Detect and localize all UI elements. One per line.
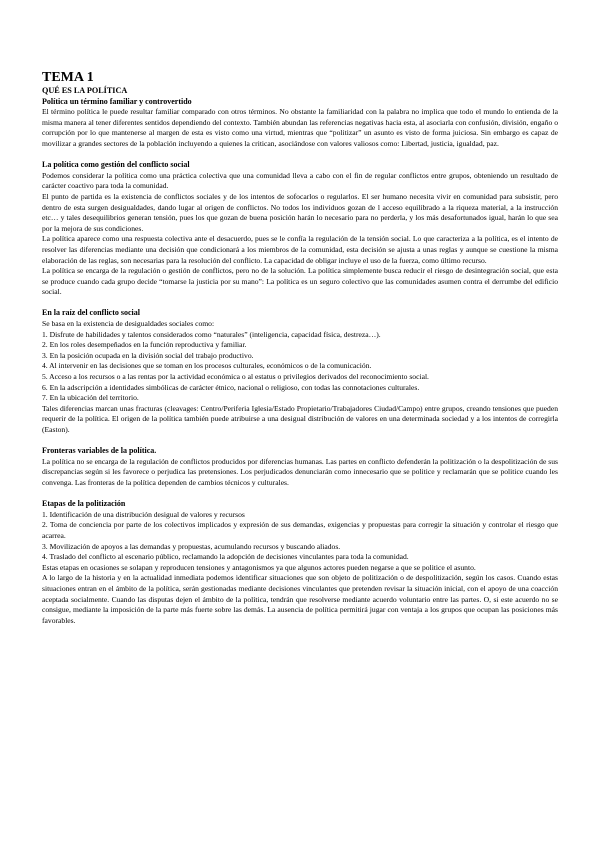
list-item: 3. En la posición ocupada en la división social del trabajo productivo. (42, 350, 254, 360)
section-4 (42, 446, 558, 488)
list-item: 5. Acceso a los recursos o a las rentas por la actividad económica o al estatus o privilegios derivados del reconocimiento social. (42, 372, 429, 382)
section-5 (42, 499, 558, 626)
section-heading: Etapas de la politización (42, 499, 126, 509)
document-page (42, 70, 558, 626)
paragraph: Estas etapas en ocasiones se solapan y reproducen tensiones y antagonismos ya que algunos actores pueden negarse a que se politice el asunto. (42, 562, 476, 572)
paragraph: La política aparece como una respuesta colectiva ante el desacuerdo, pues se le confía la regulación de la tensión social. Lo que caracteriza a la política, es el intento de resolver las diferencias mediante una decisión que condicionará a los miembros de la comunidad, esta decisión se ajusta a unas reglas y aunque se cuestione la misma elaboración de las reglas, son necesarias para la resolución del conflicto. La capacidad de obligar incluye el uso de la fuerza, como último recurso. (42, 234, 558, 265)
list-item: 7. En la ubicación del territorio. (42, 393, 139, 403)
paragraph: La política se encarga de la regulación o gestión de conflictos, pero no de la solución. La política simplemente busca reducir el riesgo de desintegración social, que esta se produce cuando cada grupo decide “tomarse la justicia por su mano”: La política es un seguro colectivo que las comunidades asumen contra el derrumbe del edificio social. (42, 266, 558, 297)
section-heading: Fronteras variables de la política. (42, 446, 157, 456)
list-item: 6. En la adscripción a identidades simbólicas de carácter étnico, nacional o religioso, con todas las connotaciones culturales. (42, 382, 420, 392)
paragraph: El punto de partida es la existencia de conflictos sociales y de los intentos de sofocarlos o regularlos. El ser humano necesita vivir en comunidad para subsistir, pero dentro de esta surgen desigualdades, dando lugar al origen de conflictos. No todos los individuos gozan de l acceso equilibrado a la riqueza material, a la instrucción etc… y tales desequilibrios generan tensión, pues los que gozan de buena posición harán lo necesario para no perderla, y los más desafortunados igual, harán lo que sea por la mejora de sus condiciones. (42, 191, 558, 233)
paragraph: Podemos considerar la política como una práctica colectiva que una comunidad lleva a cabo con el fin de regular conflictos entre grupos, obteniendo un resultado de carácter coactivo para toda la comunidad. (42, 170, 558, 191)
section-2 (42, 160, 558, 298)
section-heading: Política un término familiar y controvertido (42, 96, 192, 106)
paragraph: Se basa en la existencia de desigualdades sociales como: (42, 319, 215, 329)
list-item: 4. Traslado del conflicto al escenario público, reclamando la adopción de decisiones vinculantes para toda la comunidad. (42, 552, 409, 562)
list-item: 2. Toma de conciencia por parte de los colectivos implicados y expresión de sus demandas, exigencias y propuestas para corregir la situación y controlar el riesgo que acarrea. (42, 520, 558, 540)
section-3 (42, 308, 558, 435)
paragraph: Tales diferencias marcan unas fracturas (cleavages: Centro/Periferia Iglesia/Estado Propietario/Trabajadores Ciudad/Campo) entre grupos, creando tensiones que pueden requerir de la política. El origen de la política también puede atribuirse a una desigual distribución de valores en una determinada sociedad y a los intentos de corregirla (Easton). (42, 403, 558, 434)
paragraph: La política no se encarga de la regulación de conflictos producidos por diferencias humanas. Las partes en conflicto defenderán la politización o la despolitización de sus discrepancias según si les favorece o perjudica las pretensiones. Los perjudicados denunciarán como innecesario que se politice y reclamarán que se politice cuando les convenga. Las fronteras de la política dependen de cambios técnicos y culturales. (42, 456, 558, 487)
paragraph: El término política le puede resultar familiar comparado con otros términos. No obstante la familiaridad con la palabra no implica que todo el mundo lo entienda de la misma manera al tener diferentes sentidos dependiendo del contexto. También abundan las referencias negativas hacia esta, al asociarla con confusión, división, engaño o corrupción por lo que mantenerse al margen de esta es visto como una virtud, mientras que “politizar” un asunto es visto de forma juiciosa. Sin embargo es capaz de movilizar a grandes sectores de la población incluyendo a quienes la critican, asociándose con valores valiosos como: Libertad, justicia, igualdad, paz. (42, 107, 558, 148)
list-item: 1. Identificación de una distribución desigual de valores y recursos (42, 509, 245, 519)
document-subtitle: QUÉ ES LA POLÍTICA (42, 86, 128, 95)
list-item: 1. Disfrute de habilidades y talentos considerados como “naturales” (inteligencia, capacidad física, destreza…). (42, 329, 381, 339)
section-1 (42, 97, 558, 150)
list-item: 3. Movilización de apoyos a las demandas y propuestas, acumulando recursos y buscando aliados. (42, 541, 341, 551)
list-item: 4. Al intervenir en las decisiones que se toman en los procesos culturales, económicos o de la comunicación. (42, 361, 372, 371)
document-title: TEMA 1 (42, 70, 94, 85)
paragraph: A lo largo de la historia y en la actualidad inmediata podemos identificar situaciones que son objeto de politización o de despolitización, según los casos. Cuando estas situaciones entran en el ámbito de la política, serán gestionadas mediante decisiones vinculantes que pretenden revisar la situación inicial, con el apoyo de una coacción aceptada socialmente. Cuando las disputas dejen el ámbito de la política, tendrán que resolverse mediante acuerdo voluntario entre las partes. O, si este acuerdo no se consigue, mediante la imposición de la parte más fuerte sobre las demás. La ausencia de política permitirá jugar con ventaja a los grupos que ocupan las posiciones más favorables. (42, 573, 558, 625)
list-item: 2. En los roles desempeñados en la función reproductiva y familiar. (42, 340, 247, 350)
section-heading: En la raíz del conflicto social (42, 308, 140, 318)
section-heading: La política como gestión del conflicto social (42, 160, 190, 170)
